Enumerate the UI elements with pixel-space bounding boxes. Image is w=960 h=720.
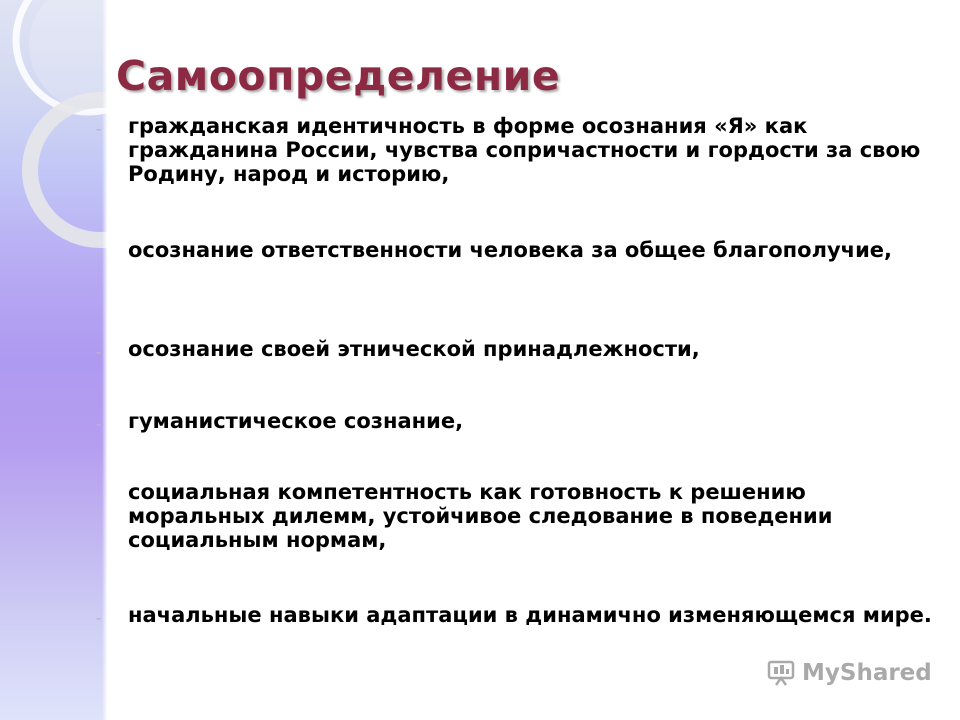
bullet-text: осознание своей этнической принадлежности, (128, 337, 700, 361)
decorative-circles (0, 0, 107, 280)
bullet-text: социальная компетентность как готовность к решению моральных дилемм, устойчивое следование в поведении социальным нормам, (128, 480, 833, 552)
decorative-side-band (0, 0, 107, 720)
list-item (96, 480, 946, 552)
bullet-marker: – (96, 489, 102, 502)
list-item (96, 409, 946, 437)
list-item (96, 337, 946, 365)
bullet-marker: – (96, 346, 102, 359)
list-item (96, 603, 946, 631)
slide-title: Самоопределение (116, 52, 561, 100)
bullet-text: гражданская идентичность в форме осознания «Я» как гражданина России, чувства сопричастности и гордости за свою Родину, народ и историю, (128, 114, 921, 186)
bullet-marker: – (96, 612, 102, 625)
bullet-marker: – (96, 418, 102, 431)
bullet-marker: – (96, 123, 102, 136)
list-item (96, 238, 946, 266)
bullet-marker: – (96, 247, 102, 260)
presentation-board-icon (766, 658, 796, 688)
bullet-text: начальные навыки адаптации в динамично изменяющемся мире. (128, 603, 932, 627)
list-item (96, 114, 946, 186)
watermark (766, 658, 932, 688)
bullet-text: осознание ответственности человека за общее благополучие, (128, 238, 892, 262)
watermark-text: MyShared (802, 660, 932, 686)
bullet-text: гуманистическое сознание, (128, 409, 464, 433)
